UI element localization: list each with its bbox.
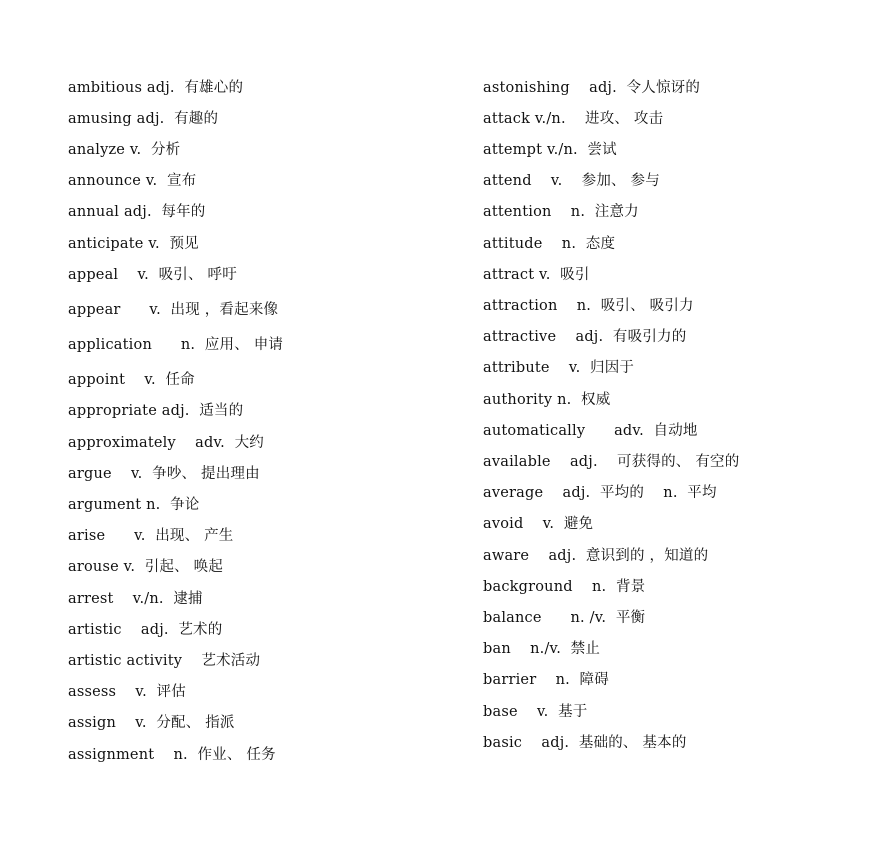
vocab-entry: assess v. 评估 [68, 684, 186, 700]
vocab-entry: attention n. 注意力 [483, 204, 639, 220]
vocab-entry: basic adj. 基础的、 基本的 [483, 735, 687, 751]
vocab-entry: argue v. 争吵、 提出理由 [68, 466, 260, 482]
vocab-entry: amusing adj. 有趣的 [68, 111, 219, 127]
vocab-entry: background n. 背景 [483, 579, 646, 595]
vocab-entry: average adj. 平均的 n. 平均 [483, 485, 717, 501]
vocab-entry: automatically adv. 自动地 [483, 423, 698, 439]
vocab-entry: avoid v. 避免 [483, 516, 594, 532]
vocab-entry: announce v. 宣布 [68, 173, 197, 189]
vocab-entry: attract v. 吸引 [483, 267, 590, 283]
vocab-entry: ambitious adj. 有雄心的 [68, 80, 244, 96]
vocab-entry: attractive adj. 有吸引力的 [483, 329, 687, 345]
vocab-entry: attraction n. 吸引、 吸引力 [483, 298, 694, 314]
vocab-entry: barrier n. 障碍 [483, 672, 609, 688]
vocab-entry: annual adj. 每年的 [68, 204, 206, 220]
vocab-entry: attack v./n. 进攻、 攻击 [483, 111, 664, 127]
vocab-entry: aware adj. 意识到的 ，知道的 [483, 548, 709, 564]
vocab-entry: available adj. 可获得的、 有空的 [483, 454, 740, 470]
vocab-entry: appeal v. 吸引、 呼吁 [68, 267, 237, 283]
vocab-entry: arouse v. 引起、 唤起 [68, 559, 224, 575]
vocab-entry: astonishing adj. 令人惊讶的 [483, 80, 701, 96]
vocab-entry: appear v. 出现 ，看起来像 [68, 302, 279, 318]
vocab-entry: application n. 应用、 申请 [68, 337, 284, 353]
vocab-entry: approximately adv. 大约 [68, 435, 264, 451]
vocab-entry: artistic adj. 艺术的 [68, 622, 223, 638]
vocab-entry: attitude n. 态度 [483, 236, 616, 252]
vocab-entry: appropriate adj. 适当的 [68, 403, 244, 419]
vocab-entry: appoint v. 任命 [68, 372, 195, 388]
vocab-entry: ban n./v. 禁止 [483, 641, 601, 657]
vocab-entry: authority n. 权威 [483, 392, 611, 408]
vocab-entry: argument n. 争论 [68, 497, 200, 513]
vocab-entry: balance n. /v. 平衡 [483, 610, 646, 626]
vocab-entry: assign v. 分配、 指派 [68, 715, 235, 731]
vocab-entry: arise v. 出现、 产生 [68, 528, 234, 544]
vocab-entry: attribute v. 归因于 [483, 360, 635, 376]
vocab-entry: attend v. 参加、 参与 [483, 173, 660, 189]
vocab-entry: anticipate v. 预见 [68, 236, 199, 252]
vocab-entry: analyze v. 分析 [68, 142, 181, 158]
vocab-entry: attempt v./n. 尝试 [483, 142, 617, 158]
vocab-entry: base v. 基于 [483, 704, 588, 720]
vocab-entry: artistic activity 艺术活动 [68, 653, 261, 669]
vocab-entry: arrest v./n. 逮捕 [68, 591, 203, 607]
vocab-entry: assignment n. 作业、 任务 [68, 747, 276, 763]
